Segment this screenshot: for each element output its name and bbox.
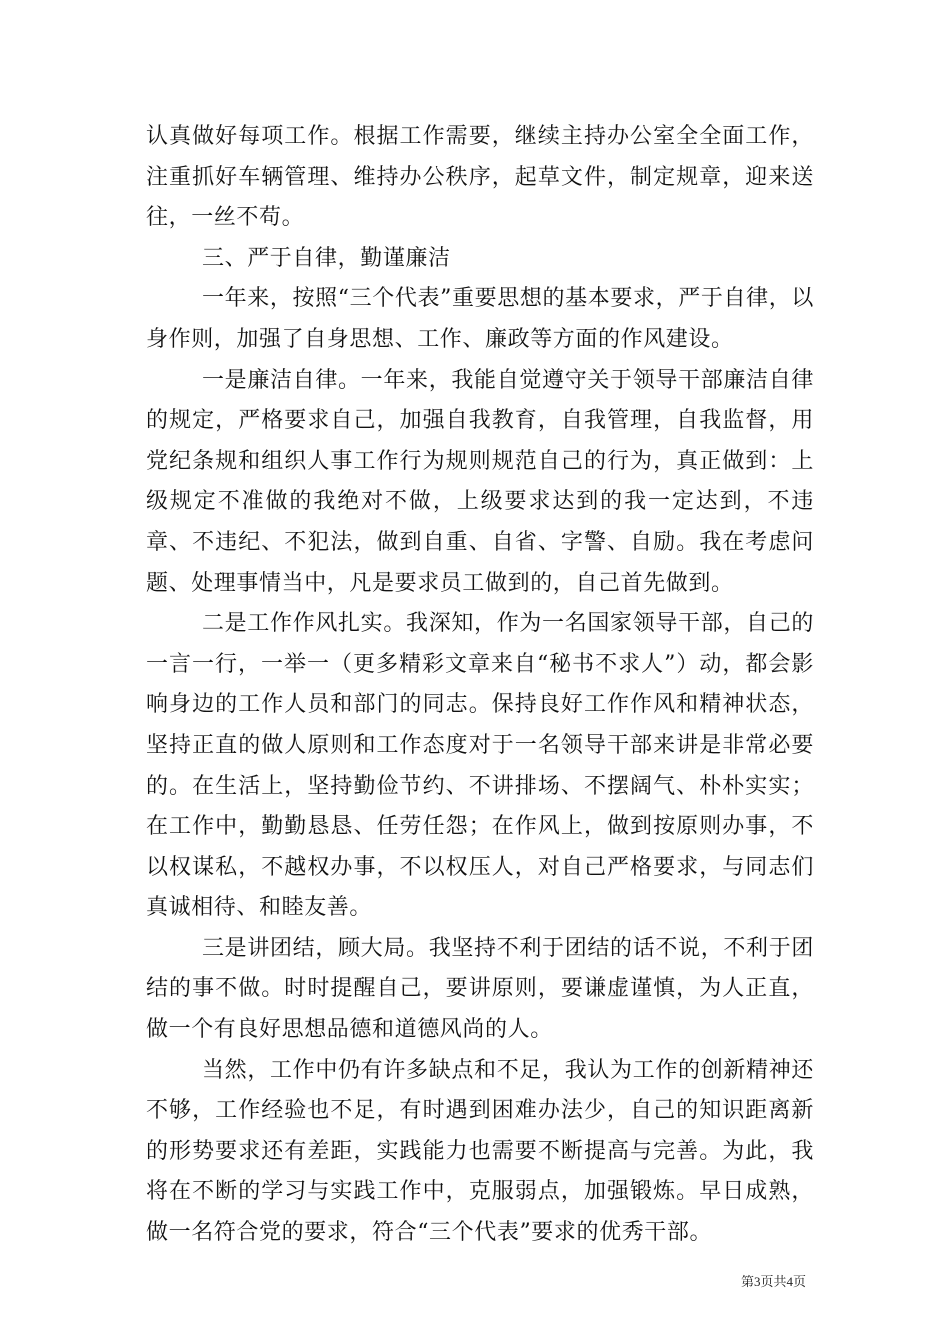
paragraph-integrity: 一是廉洁自律。一年来，我能自觉遵守关于领导干部廉洁自律的规定，严格要求自己，加强自我教育，自我管理，自我监督，用党纪条规和组织人事工作行为规则规范自己的行为，真正做到：上级规定不准做的我绝对不做，上级要求达到的我一定达到，不违章、不违纪、不犯法，做到自重、自省、字警、自励。我在考虑问题、处理事情当中，凡是要求员工做到的，自己首先做到。 (146, 367, 814, 596)
paragraph-intro: 一年来，按照“三个代表”重要思想的基本要求，严于自律，以身作则，加强了自身思想、工作、廉政等方面的作风建设。 (146, 286, 814, 352)
page-number-footer (741, 1274, 806, 1291)
paragraph-unity: 三是讲团结，顾大局。我坚持不利于团结的话不说，不利于团结的事不做。时时提醒自己，要讲原则，要谦虚谨慎，为人正直，做一个有良好思想品德和道德风尚的人。 (146, 935, 814, 1043)
paragraph-continuation: 认真做好每项工作。根据工作需要，继续主持办公室全全面工作，注重抓好车辆管理、维持办公秩序，起草文件，制定规章，迎来送往，一丝不苟。 (146, 124, 814, 231)
paragraph-work-style: 二是工作作风扎实。我深知，作为一名国家领导干部，自己的一言一行，一举一（更多精彩文章来自“秘书不求人”）动，都会影响身边的工作人员和部门的同志。保持良好工作作风和精神状态，坚持正直的做人原则和工作态度对于一名领导干部来讲是非常必要的。在生活上，坚持勤俭节约、不讲排场、不摆阔气、朴朴实实；在工作中，勤勤恳恳、任劳任怨；在作风上，做到按原则办事，不以权谋私，不越权办事，不以权压人，对自己严格要求，与同志们真诚相待、和睦友善。 (146, 611, 814, 921)
paragraph-conclusion: 当然，工作中仍有许多缺点和不足，我认为工作的创新精神还不够，工作经验也不足，有时遇到困难办法少，自己的知识距离新的形势要求还有差距，实践能力也需要不断提高与完善。为此，我将在不断的学习与实践工作中，克服弱点，加强锻炼。早日成熟，做一名符合党的要求，符合“三个代表”要求的优秀干部。 (146, 1057, 814, 1246)
document-body (146, 117, 814, 1254)
footer-suffix: 页 (792, 1275, 806, 1290)
footer-prefix: 第 (740, 1275, 754, 1290)
total-page-number: 4 (786, 1274, 793, 1289)
section-heading: 三、严于自律，勤谨廉洁 (202, 245, 451, 271)
current-page-number: 3 (753, 1274, 761, 1289)
footer-middle: 页共 (760, 1275, 787, 1290)
